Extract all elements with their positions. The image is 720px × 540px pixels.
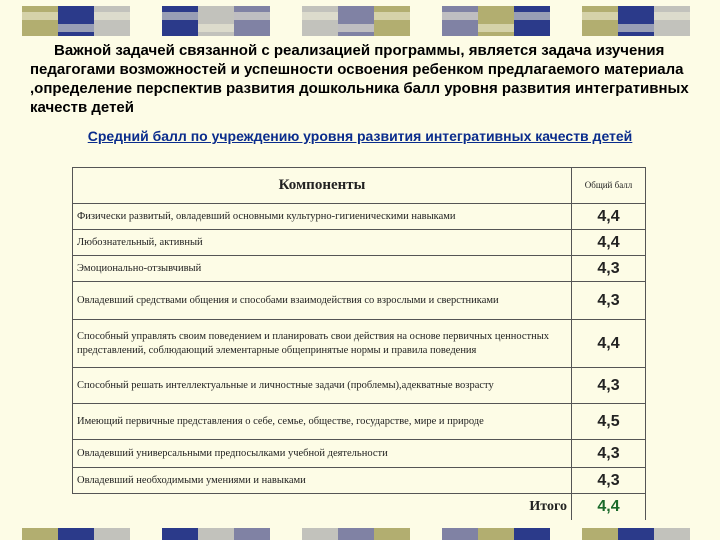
decorative-stripe-block xyxy=(514,528,550,540)
decorative-stripe-block xyxy=(582,528,618,540)
decorative-stripe-block xyxy=(162,528,198,540)
decorative-stripe-block xyxy=(338,528,374,540)
row-label: Способный решать интеллектуальные и личностные задачи (проблемы),адекватные возрасту xyxy=(73,368,572,404)
table-row xyxy=(73,204,646,230)
decorative-stripe-band xyxy=(234,12,270,20)
decorative-stripe-block xyxy=(374,528,410,540)
header-components: Компоненты xyxy=(73,168,572,204)
row-value: 4,3 xyxy=(572,368,646,404)
table-row xyxy=(73,320,646,368)
decorative-stripe-band xyxy=(338,24,374,32)
decorative-stripe-band xyxy=(514,12,550,20)
decorative-stripe-block xyxy=(94,528,130,540)
decorative-stripe-block xyxy=(302,6,338,36)
decorative-stripe-band xyxy=(302,12,338,20)
table-row xyxy=(73,468,646,494)
row-label: Способный управлять своим поведением и планировать свои действия на основе первичных ценностных представлений, соблюдающий элементарные общепринятые нормы и правила поведения xyxy=(73,320,572,368)
decorative-stripe-band xyxy=(478,24,514,32)
decorative-stripe-block xyxy=(22,6,58,36)
row-value: 4,3 xyxy=(572,440,646,468)
decorative-stripe-block xyxy=(654,6,690,36)
scores-table xyxy=(72,167,646,520)
decorative-stripe xyxy=(582,6,690,36)
decorative-stripe-band xyxy=(654,12,690,20)
decorative-stripe-block xyxy=(162,6,198,36)
decorative-stripe-band xyxy=(94,12,130,20)
table-total-row xyxy=(73,494,646,520)
decorative-stripe-block xyxy=(22,528,58,540)
row-label: Физически развитый, овладевший основными культурно-гигиеническими навыками xyxy=(73,204,572,230)
row-label: Овладевший необходимыми умениями и навыками xyxy=(73,468,572,494)
row-value: 4,4 xyxy=(572,204,646,230)
decorative-stripe-block xyxy=(58,6,94,36)
row-value: 4,3 xyxy=(572,468,646,494)
table-subtitle: Средний балл по учреждению уровня развития интегративных качеств детей xyxy=(87,128,633,144)
decorative-stripe-block xyxy=(338,6,374,36)
table-row xyxy=(73,230,646,256)
decorative-stripe-block xyxy=(58,528,94,540)
table-row xyxy=(73,256,646,282)
total-value: 4,4 xyxy=(572,494,646,520)
decorative-stripe xyxy=(22,6,130,36)
row-value: 4,3 xyxy=(572,256,646,282)
header-total-score: Общий балл xyxy=(572,168,646,204)
total-label: Итого xyxy=(73,494,572,520)
decorative-stripe xyxy=(302,6,410,36)
decorative-stripe-block xyxy=(94,6,130,36)
row-label: Овладевший средствами общения и способами взаимодействия со взрослыми и сверстниками xyxy=(73,282,572,320)
decorative-stripe-block xyxy=(478,6,514,36)
row-label: Овладевший универсальными предпосылками учебной деятельности xyxy=(73,440,572,468)
table-row xyxy=(73,404,646,440)
decorative-stripe xyxy=(302,528,410,540)
row-label: Имеющий первичные представления о себе, семье, обществе, государстве, мире и природе xyxy=(73,404,572,440)
decorative-stripe xyxy=(162,6,270,36)
decorative-stripe-block xyxy=(514,6,550,36)
decorative-stripe-band xyxy=(58,24,94,32)
decorative-stripe-band xyxy=(442,12,478,20)
decorative-stripe-block xyxy=(234,528,270,540)
decorative-stripe-block xyxy=(198,6,234,36)
row-value: 4,5 xyxy=(572,404,646,440)
intro-paragraph: Важной задачей связанной с реализацией программы, является задача изучения педагогами возможностей и успешности освоения ребенком предлагаемого материала ,определение перспектив развития дошкольника балл уровня развития интегративных качеств детей xyxy=(30,42,689,116)
row-label: Эмоционально-отзывчивый xyxy=(73,256,572,282)
decorative-stripe-band xyxy=(618,24,654,32)
table-row xyxy=(73,368,646,404)
decorative-stripe-band xyxy=(582,12,618,20)
table-header-row xyxy=(73,168,646,204)
decorative-stripe-block xyxy=(618,6,654,36)
decorative-stripe xyxy=(442,6,550,36)
row-value: 4,4 xyxy=(572,230,646,256)
decorative-stripe-block xyxy=(478,528,514,540)
decorative-stripe-block xyxy=(618,528,654,540)
decorative-stripe xyxy=(442,528,550,540)
decorative-stripe-block xyxy=(582,6,618,36)
decorative-stripe xyxy=(162,528,270,540)
top-decorative-bar xyxy=(0,6,720,36)
decorative-stripe xyxy=(22,528,130,540)
decorative-stripe-band xyxy=(374,12,410,20)
decorative-stripe-block xyxy=(302,528,338,540)
row-value: 4,3 xyxy=(572,282,646,320)
decorative-stripe-band xyxy=(22,12,58,20)
decorative-stripe-band xyxy=(198,24,234,32)
decorative-stripe-block xyxy=(234,6,270,36)
table-row xyxy=(73,282,646,320)
decorative-stripe-band xyxy=(162,12,198,20)
row-label: Любознательный, активный xyxy=(73,230,572,256)
row-value: 4,4 xyxy=(572,320,646,368)
decorative-stripe-block xyxy=(654,528,690,540)
table-row xyxy=(73,440,646,468)
decorative-stripe-block xyxy=(374,6,410,36)
bottom-decorative-bar xyxy=(0,528,720,540)
decorative-stripe-block xyxy=(442,528,478,540)
decorative-stripe xyxy=(582,528,690,540)
decorative-stripe-block xyxy=(442,6,478,36)
decorative-stripe-block xyxy=(198,528,234,540)
